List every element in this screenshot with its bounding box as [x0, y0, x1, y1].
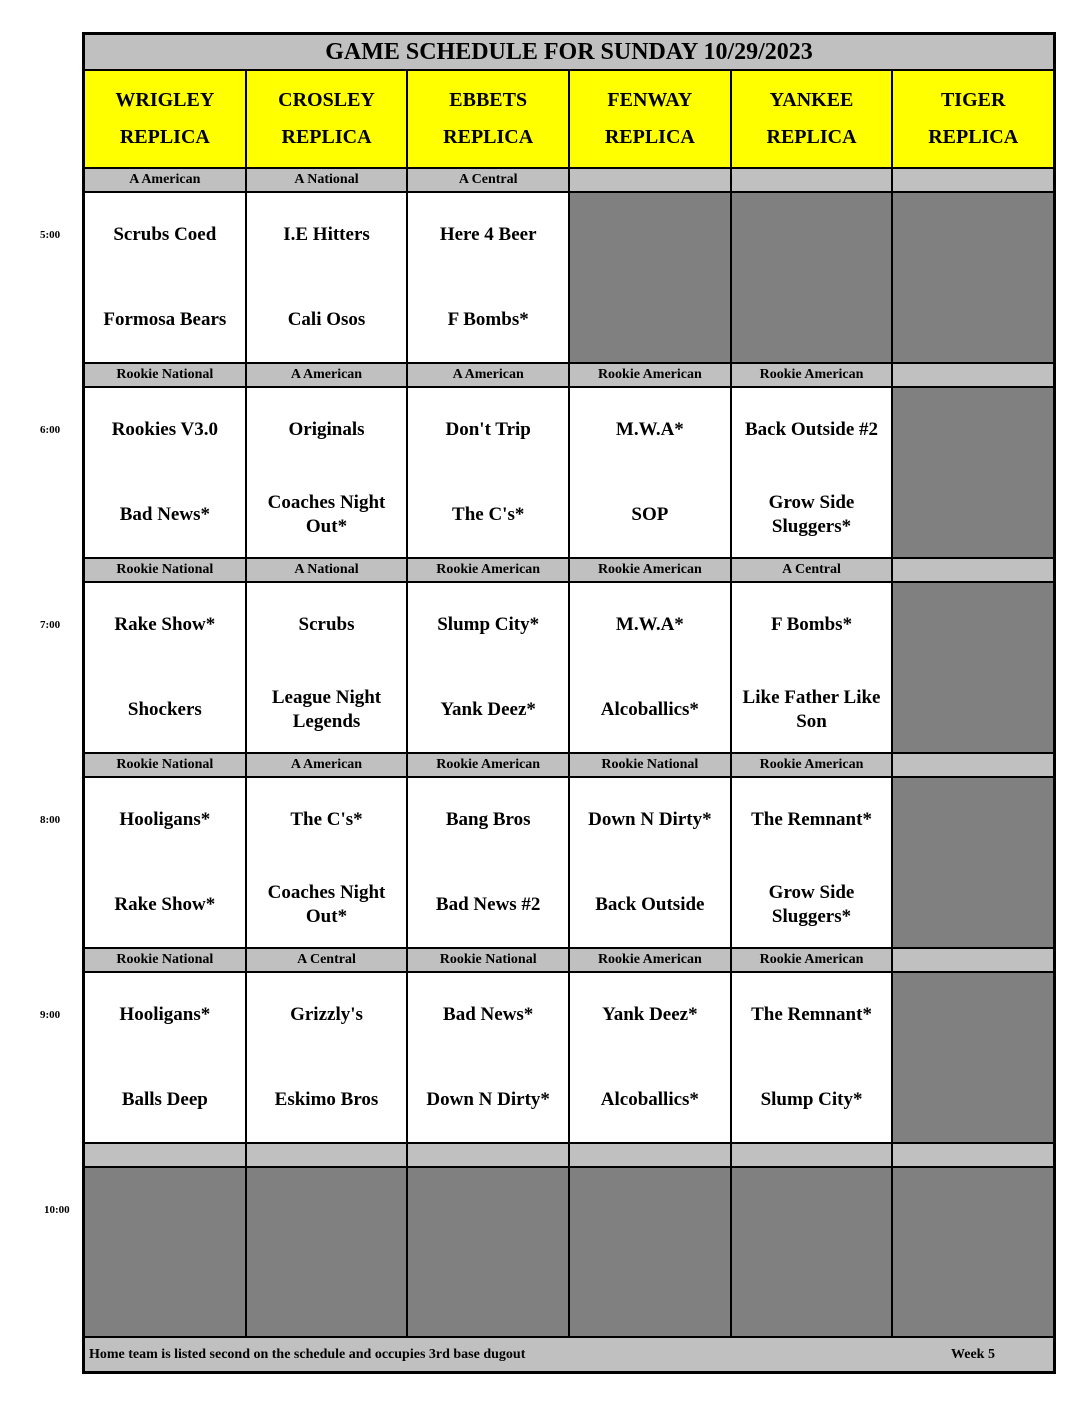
away-team: Grizzly's [290, 1004, 363, 1025]
away-team: Originals [288, 419, 365, 440]
division-label [893, 364, 1053, 388]
home-team: Coaches Night Out* [267, 882, 386, 927]
game-cell [85, 973, 247, 1144]
division-label: Rookie American [570, 364, 732, 388]
closed-slot [85, 1168, 247, 1338]
away-team: Hooligans* [119, 809, 211, 830]
closed-slot [247, 1168, 409, 1338]
home-team: Bad News #2 [435, 894, 541, 915]
week-label: Week 5 [951, 1347, 995, 1362]
home-team: Grow Side Sluggers* [768, 492, 855, 537]
field-subtitle: REPLICA [443, 126, 534, 148]
division-label: Rookie American [732, 949, 894, 973]
away-team: Rookies V3.0 [111, 419, 218, 440]
away-team: Bad News* [443, 1004, 534, 1025]
division-label: A American [408, 364, 570, 388]
home-team: Slump City* [760, 1089, 863, 1110]
division-label [570, 169, 732, 193]
division-row [85, 754, 1053, 778]
game-cell [85, 388, 247, 559]
home-team: Alcoballics* [600, 1089, 699, 1110]
division-label: A American [85, 169, 247, 193]
away-team: Bang Bros [445, 809, 531, 830]
division-cell [85, 1144, 247, 1168]
away-team: Scrubs [298, 614, 355, 635]
division-row [85, 364, 1053, 388]
division-label: Rookie American [570, 949, 732, 973]
home-team: F Bombs* [447, 309, 529, 330]
away-team: I.E Hitters [283, 224, 370, 245]
game-cell [570, 778, 732, 949]
home-team: Bad News* [119, 504, 210, 525]
game-cell [408, 973, 570, 1144]
division-label: Rookie National [85, 754, 247, 778]
time-label: 6:00 [40, 424, 61, 436]
division-cell [408, 1144, 570, 1168]
closed-slot [408, 1168, 570, 1338]
game-cell [732, 388, 894, 559]
field-subtitle: REPLICA [119, 126, 210, 148]
game-cell [85, 193, 247, 364]
field-name: FENWAY [607, 89, 693, 111]
game-cell [570, 973, 732, 1144]
field-header [408, 71, 570, 169]
away-team: The Remnant* [751, 1004, 872, 1025]
home-team: League Night Legends [271, 687, 382, 732]
game-cell [247, 583, 409, 754]
division-label: Rookie American [732, 364, 894, 388]
closed-slot [732, 1168, 894, 1338]
time-slots [85, 169, 1053, 1144]
home-team: Like Father Like Son [742, 687, 881, 732]
away-team: Don't Trip [445, 419, 531, 440]
game-row [85, 973, 1053, 1144]
away-team: Hooligans* [119, 1004, 211, 1025]
schedule-title: GAME SCHEDULE FOR SUNDAY 10/29/2023 [85, 35, 1053, 71]
field-header [893, 71, 1053, 169]
field-subtitle: REPLICA [766, 126, 857, 148]
division-label [893, 949, 1053, 973]
home-team: Cali Osos [287, 309, 366, 330]
division-label: Rookie National [85, 559, 247, 583]
schedule-footer [85, 1338, 1053, 1371]
division-label [732, 169, 894, 193]
closed-slot [893, 583, 1053, 754]
home-team: Down N Dirty* [426, 1089, 550, 1110]
division-label: A Central [732, 559, 894, 583]
division-label: Rookie American [408, 559, 570, 583]
game-cell [408, 778, 570, 949]
away-team: Rake Show* [114, 614, 216, 635]
game-cell [247, 193, 409, 364]
closed-slot [570, 193, 732, 364]
division-label: Rookie American [408, 754, 570, 778]
home-team: Alcoballics* [600, 699, 699, 720]
field-header [732, 71, 894, 169]
game-cell [408, 193, 570, 364]
away-team: M.W.A* [615, 419, 684, 440]
field-name: YANKEE [769, 89, 854, 111]
field-name: EBBETS [449, 89, 528, 111]
field-name: TIGER [940, 89, 1006, 111]
time-label: 7:00 [40, 619, 61, 631]
away-team: Here 4 Beer [439, 224, 537, 245]
game-cell [570, 583, 732, 754]
division-label: Rookie National [570, 754, 732, 778]
time-label: 9:00 [40, 1009, 61, 1021]
division-label: Rookie American [570, 559, 732, 583]
away-team: Scrubs Coed [113, 224, 217, 245]
closed-slot [893, 778, 1053, 949]
time-label: 8:00 [40, 814, 61, 826]
game-cell [408, 583, 570, 754]
time-label: 5:00 [40, 229, 61, 241]
game-cell [732, 778, 894, 949]
game-row [85, 778, 1053, 949]
closed-slot [732, 193, 894, 364]
closed-slot [893, 193, 1053, 364]
division-label: Rookie National [408, 949, 570, 973]
division-label: A Central [408, 169, 570, 193]
field-subtitle: REPLICA [281, 126, 372, 148]
division-row [85, 949, 1053, 973]
closed-slot-row [85, 1168, 1053, 1338]
field-subtitle: REPLICA [928, 126, 1019, 148]
division-label: Rookie National [85, 364, 247, 388]
game-cell [408, 388, 570, 559]
away-team: Slump City* [437, 614, 540, 635]
home-team: Balls Deep [121, 1089, 208, 1110]
division-cell [732, 1144, 894, 1168]
home-team: Shockers [127, 699, 202, 720]
field-name: CROSLEY [278, 89, 375, 111]
division-label: Rookie National [85, 949, 247, 973]
division-label [893, 754, 1053, 778]
home-team: Back Outside [595, 894, 705, 915]
time-label: 10:00 [44, 1204, 70, 1216]
closed-slot [570, 1168, 732, 1338]
home-team: The C's* [452, 504, 525, 525]
away-team: F Bombs* [770, 614, 853, 635]
game-row [85, 388, 1053, 559]
game-cell [732, 583, 894, 754]
division-label: A National [247, 559, 409, 583]
division-label: A Central [247, 949, 409, 973]
closed-slot [893, 388, 1053, 559]
division-cell [247, 1144, 409, 1168]
away-team: Yank Deez* [602, 1004, 698, 1025]
home-team: Grow Side Sluggers* [768, 882, 855, 927]
away-team: The C's* [290, 809, 363, 830]
closed-slot [893, 973, 1053, 1144]
field-header-row [85, 71, 1053, 169]
home-team-note: Home team is listed second on the schedule and occupies 3rd base dugout [89, 1347, 526, 1362]
home-team: Coaches Night Out* [267, 492, 386, 537]
blank-division-row [85, 1144, 1053, 1168]
division-cell [893, 1144, 1053, 1168]
division-label: Rookie American [732, 754, 894, 778]
division-cell [570, 1144, 732, 1168]
away-team: M.W.A* [615, 614, 684, 635]
field-header [85, 71, 247, 169]
away-team: Down N Dirty* [588, 809, 712, 830]
field-header [247, 71, 409, 169]
division-label: A American [247, 754, 409, 778]
game-cell [247, 388, 409, 559]
home-team: Formosa Bears [103, 309, 227, 330]
away-team: Back Outside #2 [745, 419, 879, 440]
division-label [893, 559, 1053, 583]
division-row [85, 169, 1053, 193]
game-cell [85, 778, 247, 949]
game-cell [247, 973, 409, 1144]
game-row [85, 583, 1053, 754]
home-team: SOP [631, 504, 669, 525]
field-header [570, 71, 732, 169]
game-cell [570, 388, 732, 559]
schedule-sheet [82, 32, 1056, 1374]
game-row [85, 193, 1053, 364]
home-team: Rake Show* [114, 894, 216, 915]
home-team: Eskimo Bros [274, 1089, 379, 1110]
game-cell [85, 583, 247, 754]
division-row [85, 559, 1053, 583]
game-cell [247, 778, 409, 949]
away-team: The Remnant* [751, 809, 872, 830]
game-cell [732, 973, 894, 1144]
division-label [893, 169, 1053, 193]
division-label: A National [247, 169, 409, 193]
field-subtitle: REPLICA [604, 126, 695, 148]
field-name: WRIGLEY [115, 89, 215, 111]
home-team: Yank Deez* [440, 699, 536, 720]
division-label: A American [247, 364, 409, 388]
closed-slot [893, 1168, 1053, 1338]
